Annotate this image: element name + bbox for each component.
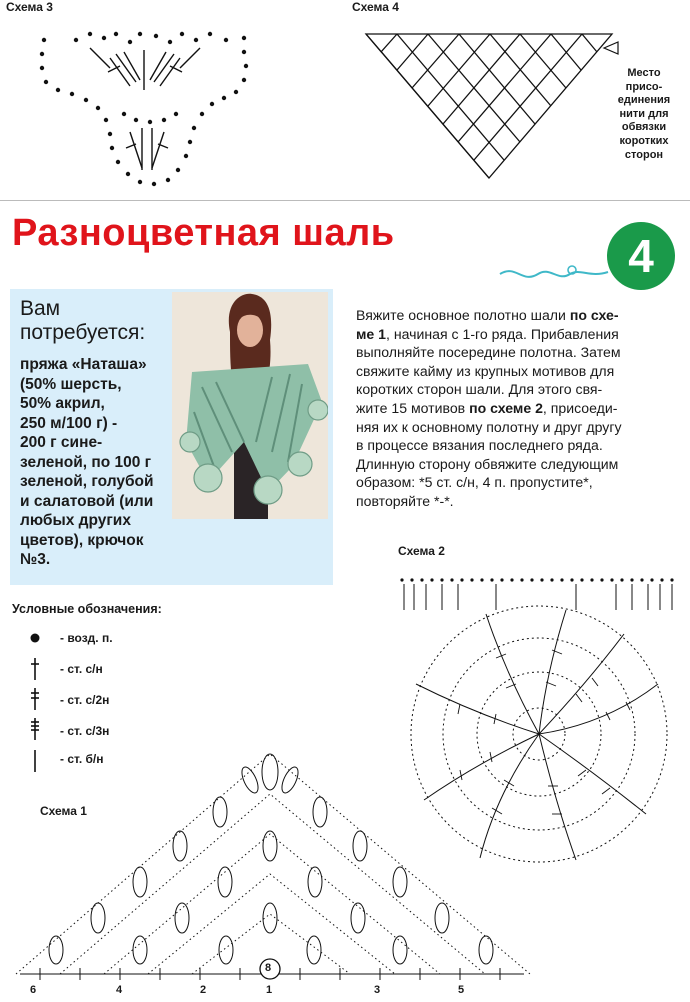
row-number: 2 <box>200 984 207 996</box>
note-line: единения <box>617 94 671 107</box>
legend-item: - ст. б/н <box>60 752 104 766</box>
instr-line <box>356 306 682 325</box>
scheme1-label: Схема 1 <box>40 804 87 818</box>
scheme4-label: Схема 4 <box>352 0 399 14</box>
row-number: 6 <box>30 984 37 996</box>
instr-span: , начиная с 1-го ряда. Прибавления <box>386 325 619 342</box>
req-line: пряжа «Наташа» <box>20 356 147 373</box>
scheme1-center-number: 8 <box>265 962 272 974</box>
instr-line: коротких сторон шали. Для этого свя- <box>356 381 603 398</box>
scheme1-ref: ме 1 <box>356 325 387 342</box>
scheme4-note <box>604 67 684 162</box>
instructions-text <box>356 306 682 511</box>
instr-line <box>356 325 682 344</box>
page-title: Разноцветная шаль <box>12 212 395 254</box>
req-line: зеленой, по 100 г <box>20 453 152 471</box>
instr-span: , присоеди- <box>542 399 618 416</box>
instr-line <box>356 399 682 418</box>
note-line: нити для <box>619 107 669 120</box>
instr-line: повторяйте *-*. <box>356 492 454 509</box>
instr-line: Длинную сторону обвяжите следующим <box>356 455 619 472</box>
divider <box>0 200 690 201</box>
instr-line: образом: *5 ст. с/н, 4 п. пропустите*, <box>356 474 593 491</box>
note-line: присо- <box>625 80 663 93</box>
req-line: (50% шерсть, <box>20 375 122 393</box>
instr-line: свяжите кайму из крупных мотивов для <box>356 362 615 379</box>
scheme3-diagram <box>30 28 260 193</box>
yarn-squiggle-icon <box>498 262 610 284</box>
chain-stitch-icon <box>31 634 40 643</box>
legend-item: - ст. с/3н <box>60 724 110 738</box>
instr-span: Вяжите основное полотно шали <box>356 307 570 323</box>
req-line: 250 м/100 г) - <box>20 414 118 432</box>
note-line: Место <box>627 67 661 79</box>
req-line: №3. <box>20 551 51 568</box>
heading-line: Вам <box>20 297 61 320</box>
instr-span: жите 15 мотивов <box>356 399 470 416</box>
scheme2-label: Схема 2 <box>398 544 445 558</box>
heading-line: потребуется: <box>20 321 146 344</box>
row-number: 3 <box>374 984 381 996</box>
req-line: зеленой, голубой <box>20 473 154 490</box>
legend-title: Условные обозначения: <box>12 602 162 616</box>
req-line: 200 г сине- <box>20 434 103 451</box>
instr-line: няя их к основному полотну и друг другу <box>356 418 622 435</box>
scheme4-diagram <box>352 32 622 182</box>
req-line: любых других <box>20 512 131 529</box>
row-number: 1 <box>266 984 273 996</box>
scheme1-diagram <box>0 742 545 982</box>
instr-line: в процессе вязания последнего ряда. <box>356 437 603 454</box>
instr-line: выполняйте посередине полотна. Затем <box>356 344 621 361</box>
shawl-photo <box>172 292 328 519</box>
scheme3-label: Схема 3 <box>6 0 53 14</box>
note-line: обвязки <box>621 121 667 134</box>
pattern-number-badge: 4 <box>607 222 675 290</box>
row-number: 4 <box>116 984 123 996</box>
scheme1-ref: по схе- <box>569 307 619 323</box>
legend-item: - ст. с/н <box>60 662 103 676</box>
note-line: сторон <box>624 148 664 161</box>
legend-item: - возд. п. <box>60 631 113 645</box>
req-line: и салатовой (или <box>20 492 154 510</box>
scheme2-ref: по схеме 2 <box>469 399 543 416</box>
row-number: 5 <box>458 984 465 996</box>
requirements-list <box>20 355 176 570</box>
req-line: цветов), крючок <box>20 531 144 549</box>
note-line: коротких <box>619 134 669 147</box>
req-line: 50% акрил, <box>20 395 105 412</box>
legend-item: - ст. с/2н <box>60 693 110 707</box>
